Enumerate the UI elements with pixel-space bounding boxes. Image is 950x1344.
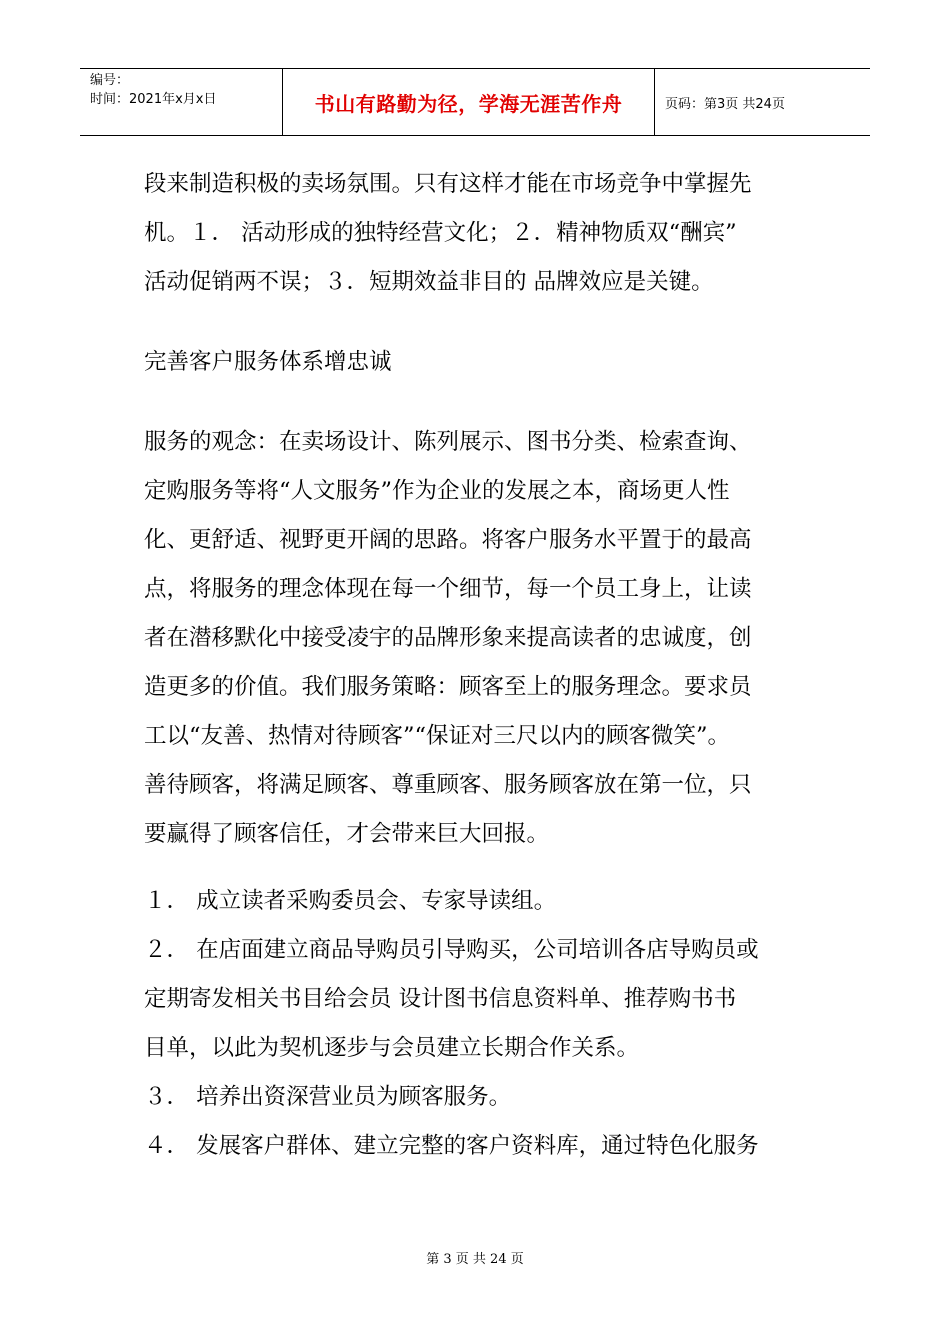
list-item-2-cont: 目单，以此为契机逐步与会员建立长期合作关系。 xyxy=(144,1035,640,1061)
header-page-info: 页码：第3页 共24页 xyxy=(665,96,785,112)
paragraph-2 xyxy=(144,418,814,859)
text-line: 化、更舒适、视野更开阔的思路。将客户服务水平置于的最高 xyxy=(144,527,752,553)
text-line: 者在潜移默化中接受凌宇的品牌形象来提高读者的忠诚度，创 xyxy=(144,625,752,651)
document-number-label: 编号： xyxy=(90,73,130,88)
header-motto: 书山有路勤为径，学海无涯苦作舟 xyxy=(283,69,655,135)
paragraph-1 xyxy=(144,160,814,307)
list-item-4: ４． 发展客户群体、建立完整的客户资料库，通过特色化服务 xyxy=(144,1133,759,1159)
text-line: 段来制造积极的卖场氛围。只有这样才能在市场竞争中掌握先 xyxy=(144,171,752,197)
document-body xyxy=(144,160,814,1171)
text-line: 定购服务等将“人文服务”作为企业的发展之本，商场更人性 xyxy=(144,478,730,504)
list-item-2: ２． 在店面建立商品导购员引导购买，公司培训各店导购员或 xyxy=(144,937,759,963)
numbered-list xyxy=(144,877,814,1171)
text-line: 善待顾客，将满足顾客、尊重顾客、服务顾客放在第一位，只 xyxy=(144,772,752,798)
document-date: 时间：2021年x月x日 xyxy=(90,92,217,107)
text-line: 点，将服务的理念体现在每一个细节，每一个员工身上，让读 xyxy=(144,576,752,602)
list-item-1: １． 成立读者采购委员会、专家导读组。 xyxy=(144,888,557,914)
text-line: 工以“友善、热情对待顾客”“保证对三尺以内的顾客微笑”。 xyxy=(144,723,731,749)
list-item-2-cont: 定期寄发相关书目给会员 设计图书信息资料单、推荐购书书 xyxy=(144,986,737,1012)
page-footer: 第 3 页 共 24 页 xyxy=(426,1252,524,1267)
text-line: 造更多的价值。我们服务策略：顾客至上的服务理念。要求员 xyxy=(144,674,752,700)
text-line: 要赢得了顾客信任，才会带来巨大回报。 xyxy=(144,821,550,847)
text-line: 服务的观念：在卖场设计、陈列展示、图书分类、检索查询、 xyxy=(144,429,752,455)
section-heading: 完善客户服务体系增忠诚 xyxy=(144,349,392,375)
header-meta xyxy=(80,69,283,135)
page-header xyxy=(80,68,870,136)
text-line: 活动促销两不误；３．短期效益非目的 品牌效应是关键。 xyxy=(144,269,714,295)
list-item-3: ３． 培养出资深营业员为顾客服务。 xyxy=(144,1084,512,1110)
text-line: 机。１． 活动形成的独特经营文化；２．精神物质双“酬宾” xyxy=(144,220,737,246)
